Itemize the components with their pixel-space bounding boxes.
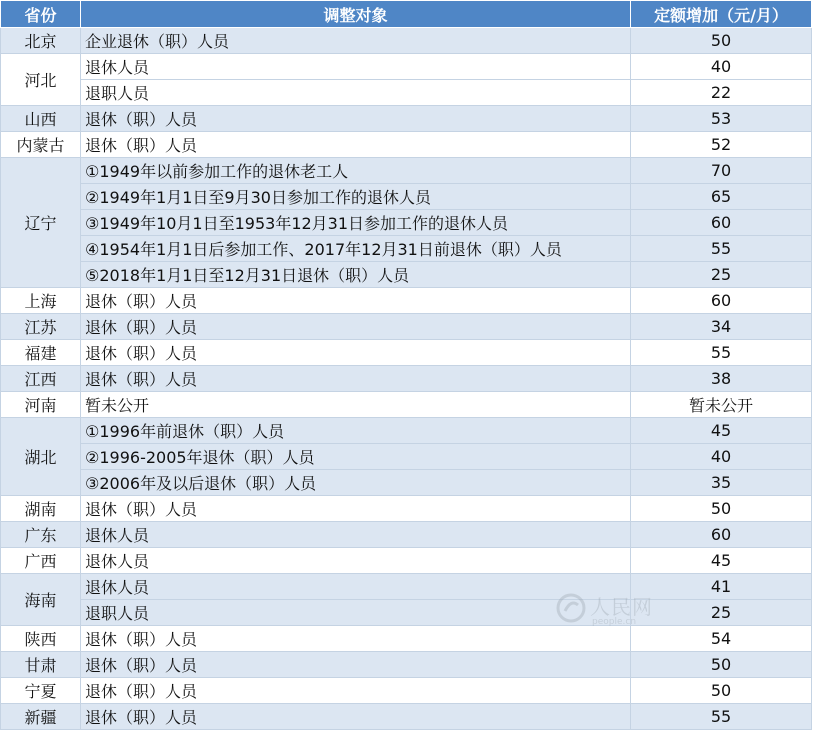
province-cell: 河南 (1, 392, 81, 418)
table-row (1, 236, 812, 262)
amount-cell: 70 (631, 158, 812, 184)
target-cell: 退职人员 (81, 80, 631, 106)
amount-cell: 45 (631, 418, 812, 444)
table-row (1, 210, 812, 236)
target-cell: ①1996年前退休（职）人员 (81, 418, 631, 444)
province-cell: 甘肃 (1, 652, 81, 678)
amount-cell: 40 (631, 54, 812, 80)
province-cell: 湖北 (1, 418, 81, 496)
amount-cell: 暂未公开 (631, 392, 812, 418)
watermark-domain: people.cn (592, 617, 637, 627)
target-cell: 退休人员 (81, 548, 631, 574)
table-row (1, 470, 812, 496)
target-cell: 退休人员 (81, 574, 631, 600)
amount-cell: 55 (631, 340, 812, 366)
target-cell: 退休（职）人员 (81, 678, 631, 704)
table-row (1, 444, 812, 470)
table-row (1, 600, 812, 626)
table-row (1, 704, 812, 730)
province-cell: 广东 (1, 522, 81, 548)
target-cell: ⑤2018年1月1日至12月31日退休（职）人员 (81, 262, 631, 288)
target-cell: 退休人员 (81, 54, 631, 80)
table-row (1, 496, 812, 522)
header-target: 调整对象 (81, 1, 631, 28)
province-cell: 河北 (1, 54, 81, 106)
target-cell: 退休（职）人员 (81, 340, 631, 366)
watermark-brand: 人民网 (590, 595, 653, 619)
table-row (1, 626, 812, 652)
target-cell: 退休（职）人员 (81, 288, 631, 314)
province-cell: 山西 (1, 106, 81, 132)
amount-cell: 65 (631, 184, 812, 210)
watermark (556, 591, 666, 633)
target-cell: 退职人员 (81, 600, 631, 626)
target-cell: 退休（职）人员 (81, 132, 631, 158)
target-cell: ②1996-2005年退休（职）人员 (81, 444, 631, 470)
amount-cell: 60 (631, 288, 812, 314)
amount-cell: 25 (631, 262, 812, 288)
table-row (1, 158, 812, 184)
amount-cell: 50 (631, 652, 812, 678)
target-cell: 暂未公开 (81, 392, 631, 418)
table-row (1, 184, 812, 210)
target-cell: 退休（职）人员 (81, 652, 631, 678)
province-cell: 内蒙古 (1, 132, 81, 158)
province-cell: 广西 (1, 548, 81, 574)
amount-cell: 41 (631, 574, 812, 600)
target-cell: ③1949年10月1日至1953年12月31日参加工作的退休人员 (81, 210, 631, 236)
amount-cell: 22 (631, 80, 812, 106)
table-row (1, 574, 812, 600)
amount-cell: 40 (631, 444, 812, 470)
target-cell: 退休（职）人员 (81, 704, 631, 730)
target-cell: ④1954年1月1日后参加工作、2017年12月31日前退休（职）人员 (81, 236, 631, 262)
table-row (1, 80, 812, 106)
amount-cell: 50 (631, 678, 812, 704)
amount-cell: 55 (631, 236, 812, 262)
table-row (1, 678, 812, 704)
people-logo-icon (556, 593, 586, 623)
table-row (1, 392, 812, 418)
amount-cell: 60 (631, 210, 812, 236)
province-cell: 宁夏 (1, 678, 81, 704)
province-cell: 湖南 (1, 496, 81, 522)
table-row (1, 522, 812, 548)
amount-cell: 60 (631, 522, 812, 548)
province-cell: 新疆 (1, 704, 81, 730)
target-cell: ①1949年以前参加工作的退休老工人 (81, 158, 631, 184)
target-cell: 退休（职）人员 (81, 106, 631, 132)
table-row (1, 288, 812, 314)
target-cell: 退休（职）人员 (81, 366, 631, 392)
province-cell: 江西 (1, 366, 81, 392)
amount-cell: 35 (631, 470, 812, 496)
table-row (1, 366, 812, 392)
table-row (1, 132, 812, 158)
amount-cell: 38 (631, 366, 812, 392)
amount-cell: 53 (631, 106, 812, 132)
table-row (1, 652, 812, 678)
target-cell: ②1949年1月1日至9月30日参加工作的退休人员 (81, 184, 631, 210)
amount-cell: 54 (631, 626, 812, 652)
province-cell: 上海 (1, 288, 81, 314)
table-row (1, 54, 812, 80)
table-row (1, 262, 812, 288)
amount-cell: 52 (631, 132, 812, 158)
header-amount: 定额增加（元/月） (631, 1, 812, 28)
province-cell: 江苏 (1, 314, 81, 340)
amount-cell: 55 (631, 704, 812, 730)
target-cell: 退休人员 (81, 522, 631, 548)
target-cell: 退休（职）人员 (81, 314, 631, 340)
table-row (1, 340, 812, 366)
table-row (1, 418, 812, 444)
table-row (1, 548, 812, 574)
target-cell: 企业退休（职）人员 (81, 28, 631, 54)
amount-cell: 50 (631, 496, 812, 522)
table-row (1, 28, 812, 54)
province-cell: 北京 (1, 28, 81, 54)
amount-cell: 50 (631, 28, 812, 54)
amount-cell: 45 (631, 548, 812, 574)
province-cell: 辽宁 (1, 158, 81, 288)
amount-cell: 25 (631, 600, 812, 626)
province-cell: 福建 (1, 340, 81, 366)
province-cell: 陕西 (1, 626, 81, 652)
amount-cell: 34 (631, 314, 812, 340)
target-cell: 退休（职）人员 (81, 626, 631, 652)
table-row (1, 314, 812, 340)
table-header-row (1, 1, 812, 28)
table-row (1, 106, 812, 132)
target-cell: 退休（职）人员 (81, 496, 631, 522)
province-cell: 海南 (1, 574, 81, 626)
header-province: 省份 (1, 1, 81, 28)
target-cell: ③2006年及以后退休（职）人员 (81, 470, 631, 496)
